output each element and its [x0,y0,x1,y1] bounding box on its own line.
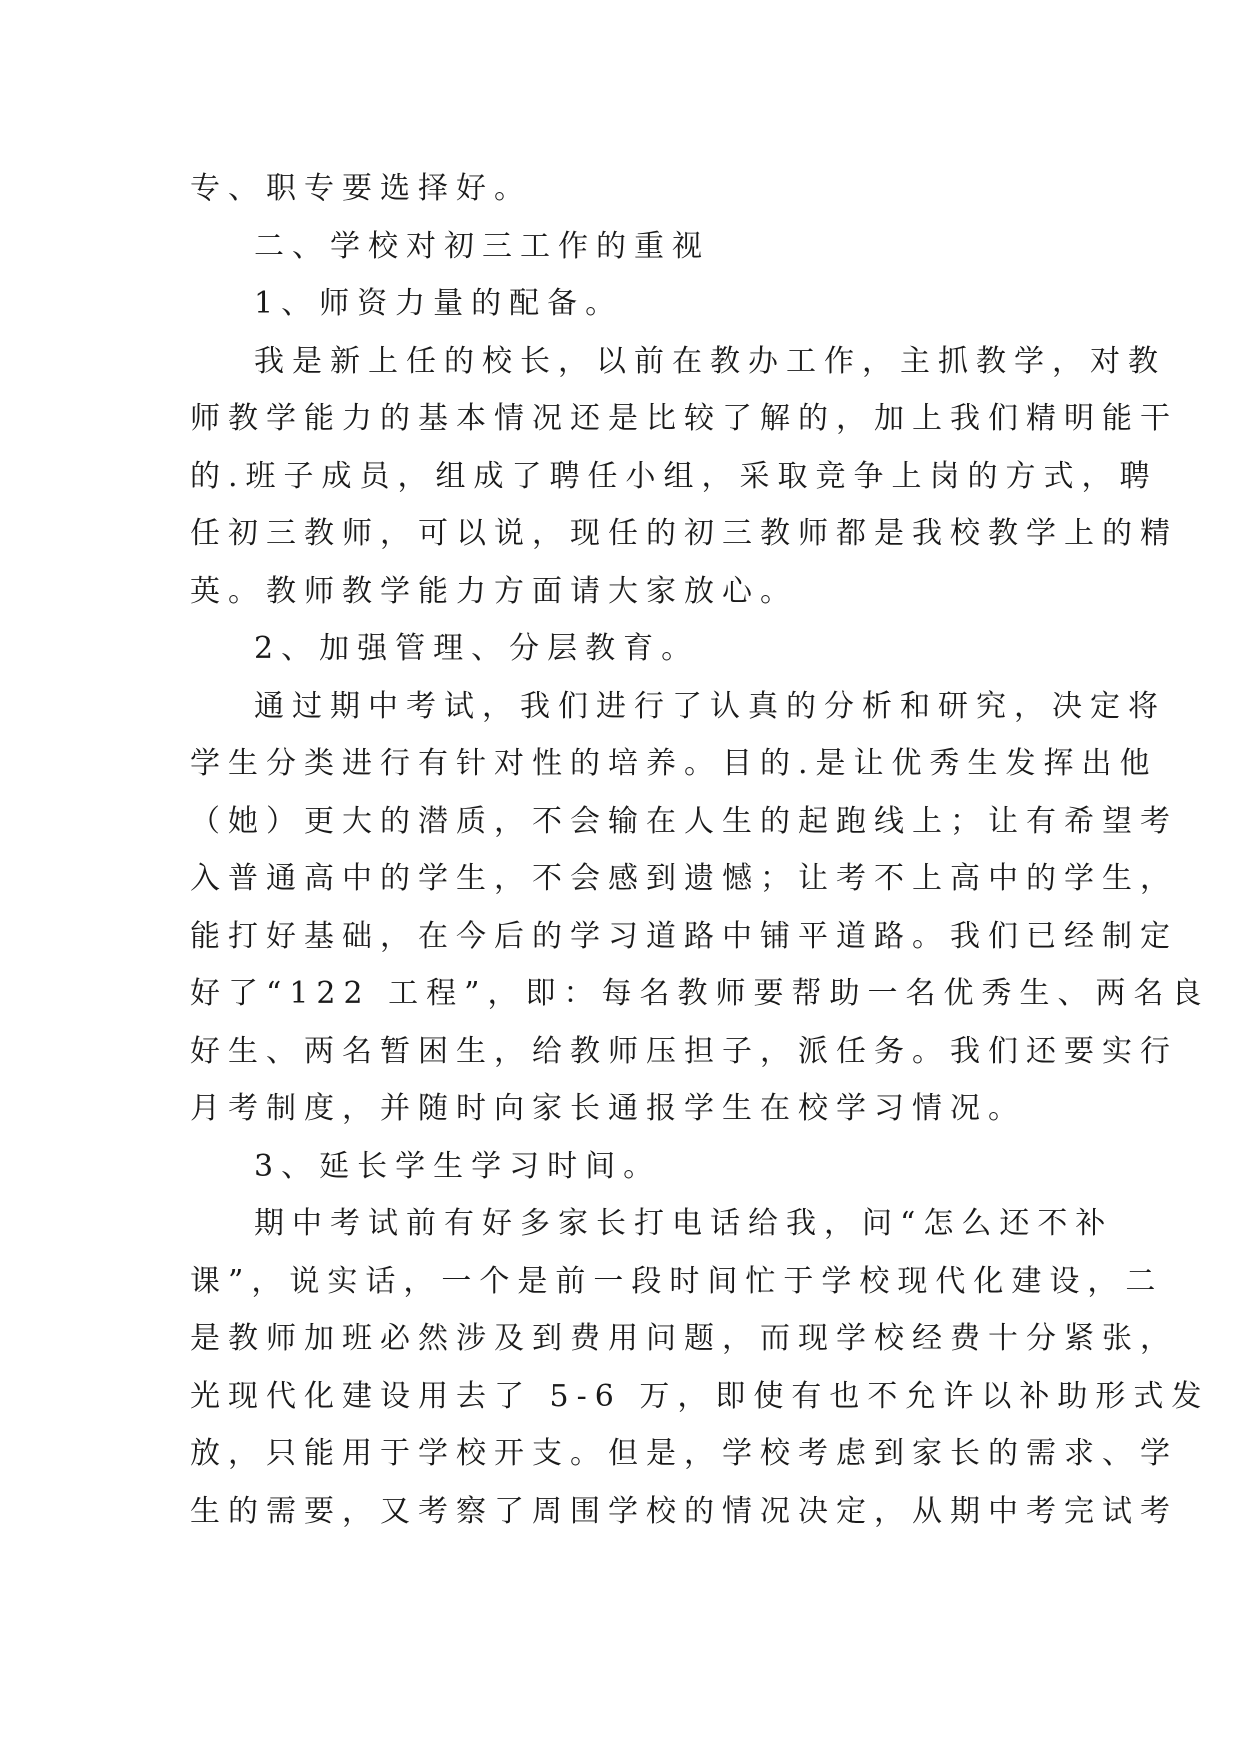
text-line: 好生、两名暂困生，给教师压担子，派任务。我们还要实行 [190,1033,1178,1069]
text-line: 光现代化建设用去了 5-6 万，即使有也不允许以补助形式发 [190,1378,1210,1414]
text-line: 月考制度，并随时向家长通报学生在校学习情况。 [190,1091,1026,1126]
text-line: 是教师加班必然涉及到费用问题，而现学校经费十分紧张， [190,1321,1178,1356]
text-line: 通过期中考试，我们进行了认真的分析和研究，决定将 [254,688,1166,724]
text-line: 放，只能用于学校开支。但是，学校考虑到家长的需求、学 [190,1436,1178,1471]
text-line: 师教学能力的基本情况还是比较了解的，加上我们精明能干 [190,401,1178,436]
subsection-heading: 2、加强管理、分层教育。 [254,631,700,666]
text-line: 课”，说实话，一个是前一段时间忙于学校现代化建设，二 [190,1263,1164,1299]
text-line: 专、职专要选择好。 [190,171,532,206]
subsection-heading: 1、师资力量的配备。 [254,286,624,321]
text-line: 生的需要，又考察了周围学校的情况决定，从期中考完试考 [190,1493,1178,1529]
text-line: 期中考试前有好多家长打电话给我，问“怎么还不补 [254,1206,1114,1241]
text-line: 好了“122 工程”，即：每名教师要帮助一名优秀生、两名良 [190,976,1210,1011]
subsection-heading: 3、延长学生学习时间。 [254,1148,662,1184]
text-line: 任初三教师，可以说，现任的初三教师都是我校教学上的精 [190,516,1178,551]
text-line: 能打好基础，在今后的学习道路中铺平道路。我们已经制定 [190,918,1178,954]
section-heading: 二、学校对初三工作的重视 [254,228,710,264]
text-line: 入普通高中的学生，不会感到遗憾；让考不上高中的学生， [190,861,1178,896]
text-line: （她）更大的潜质，不会输在人生的起跑线上；让有希望考 [190,803,1178,839]
document-body [190,160,1210,1540]
text-line: 的.班子成员，组成了聘任小组，采取竞争上岗的方式，聘 [190,458,1158,494]
text-line: 我是新上任的校长，以前在教办工作，主抓教学，对教 [254,343,1166,379]
text-line: 学生分类进行有针对性的培养。目的.是让优秀生发挥出他 [190,746,1158,781]
text-line: 英。教师教学能力方面请大家放心。 [190,573,798,609]
